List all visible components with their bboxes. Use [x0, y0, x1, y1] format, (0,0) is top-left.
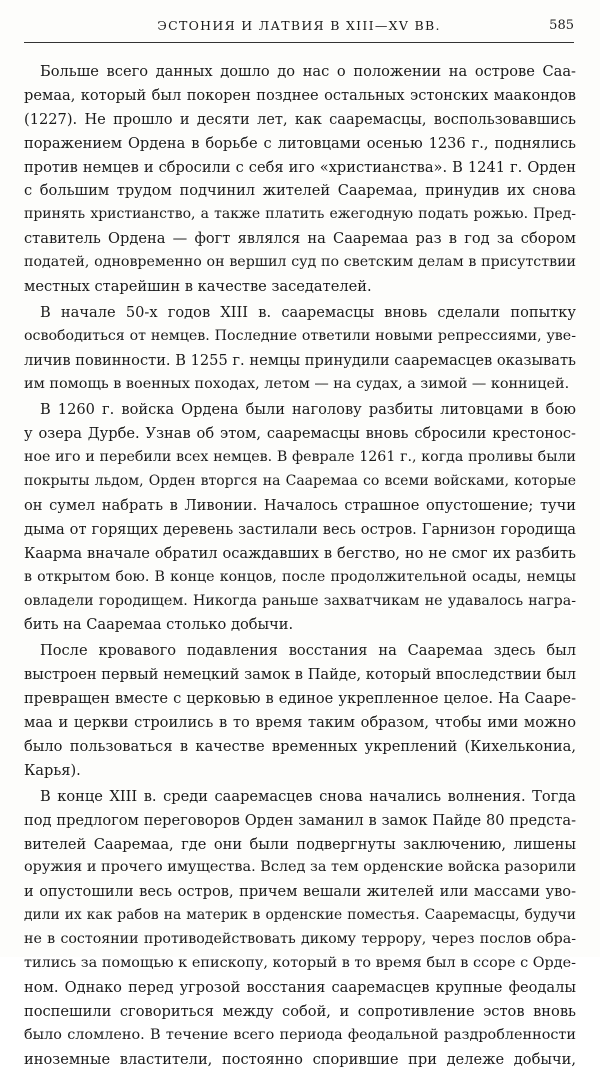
text-line: дили их как рабов на материк в орденские поместья. Сааремасцы, будучи	[24, 907, 576, 924]
text-line: В 1260 г. войска Ордена были наголову разбиты литовцами в бою	[40, 401, 576, 419]
text-line: ном. Однако перед угрозой восстания сааремасцев крупные феодалы	[24, 978, 576, 996]
text-line: поспешили сговориться между собой, и сопротивление эстов вновь	[24, 1002, 576, 1020]
text-line: и опустошили весь остров, причем вешали жителей или массами уво-	[24, 883, 576, 901]
running-title: ЭСТОНИЯ И ЛАТВИЯ В XIII—XV ВВ.	[157, 18, 441, 33]
page-header	[24, 16, 574, 43]
text-line: против немцев и сбросили с себя иго «христианства». В 1241 г. Орден	[24, 158, 576, 176]
text-line: В конце XIII в. среди сааремасцев снова начались волнения. Тогда	[40, 787, 576, 805]
text-line: он сумел набрать в Ливонии. Началось страшное опустошение; тучи	[24, 497, 576, 515]
text-line: превращен вместе с церковью в единое укрепленное целое. На Сааре-	[24, 690, 576, 708]
text-line: оружия и прочего имущества. Вслед за тем орденские войска разорили	[24, 859, 577, 876]
text-line: Больше всего данных дошло до нас о положении на острове Саа-	[40, 63, 576, 80]
text-line: Каарма вначале обратил осаждавших в бегство, но не смог их разбить	[24, 544, 576, 562]
text-line: было сломлено. В течение всего периода феодальной раздробленности	[24, 1026, 576, 1043]
text-line: не в состоянии противодействовать дикому террору, через послов обра-	[24, 931, 576, 948]
text-line: у озера Дурбе. Узнав об этом, сааремасцы вновь сбросили крестонос-	[24, 425, 576, 443]
text-line: им помощь в военных походах, летом — на судах, а зимой — конницей.	[24, 375, 570, 392]
text-line: дыма от горящих деревень застилали весь остров. Гарнизон городища	[24, 520, 576, 538]
text-line: Карья).	[24, 761, 81, 779]
text-line: под предлогом переговоров Орден заманил в замок Пайде 80 предста-	[24, 811, 576, 829]
text-line: бить на Сааремаа столько добычи.	[24, 616, 294, 634]
text-line: освободиться от немцев. Последние ответили новыми репрессиями, уве-	[24, 327, 576, 344]
text-line: овладели городищем. Никогда раньше захватчикам не удавалось награ-	[24, 592, 576, 609]
body-text	[24, 60, 576, 1071]
text-line: ное иго и перебили всех немцев. В феврале 1261 г., когда проливы были	[24, 449, 576, 466]
text-line: ставитель Ордена — фогт являлся на Сааремаа раз в год за сбором	[24, 230, 576, 248]
text-line: личив повинности. В 1255 г. немцы принудили сааремасцев оказывать	[24, 351, 576, 369]
text-line: иноземные властители, постоянно спорившие при дележе добычи,	[24, 1050, 576, 1068]
text-line: вителей Сааремаа, где они были подвергнуты заключению, лишены	[24, 835, 576, 853]
text-line: выстроен первый немецкий замок в Пайде, который впоследствии был	[24, 666, 576, 684]
text-line: было пользоваться в качестве временных укреплений (Кихелькониа,	[24, 737, 576, 755]
text-line: После кровавого подавления восстания на Сааремаа здесь был	[40, 642, 576, 660]
text-line: покрыты льдом, Орден вторгся на Сааремаа со всеми войсками, которые	[24, 473, 576, 490]
text-line: принять христианство, а также платить ежегодную подать рожью. Пред-	[24, 206, 576, 223]
page-number: 585	[549, 18, 574, 33]
text-line: поражением Ордена в борьбе с литовцами осенью 1236 г., поднялись	[24, 134, 576, 152]
text-line: в открытом бою. В конце концов, после продолжительной осады, немцы	[24, 568, 576, 585]
text-line: (1227). Не прошло и десяти лет, как сааремасцы, воспользовавшись	[24, 110, 576, 128]
text-line: маа и церкви строились в то время таким образом, чтобы ими можно	[24, 714, 576, 732]
text-line: В начале 50-х годов XIII в. сааремасцы вновь сделали попытку	[40, 303, 576, 321]
text-line: местных старейшин в качестве заседателей.	[24, 278, 372, 296]
text-line: податей, одновременно он вершил суд по светским делам в присутствии	[24, 254, 576, 271]
text-line: тились за помощью к епископу, который в то время был в ссоре с Орде-	[24, 954, 576, 971]
text-line: с большим трудом подчинил жителей Сааремаа, принудив их снова	[24, 182, 576, 200]
text-line: ремаа, который был покорен позднее остальных эстонских маакондов	[24, 86, 576, 104]
